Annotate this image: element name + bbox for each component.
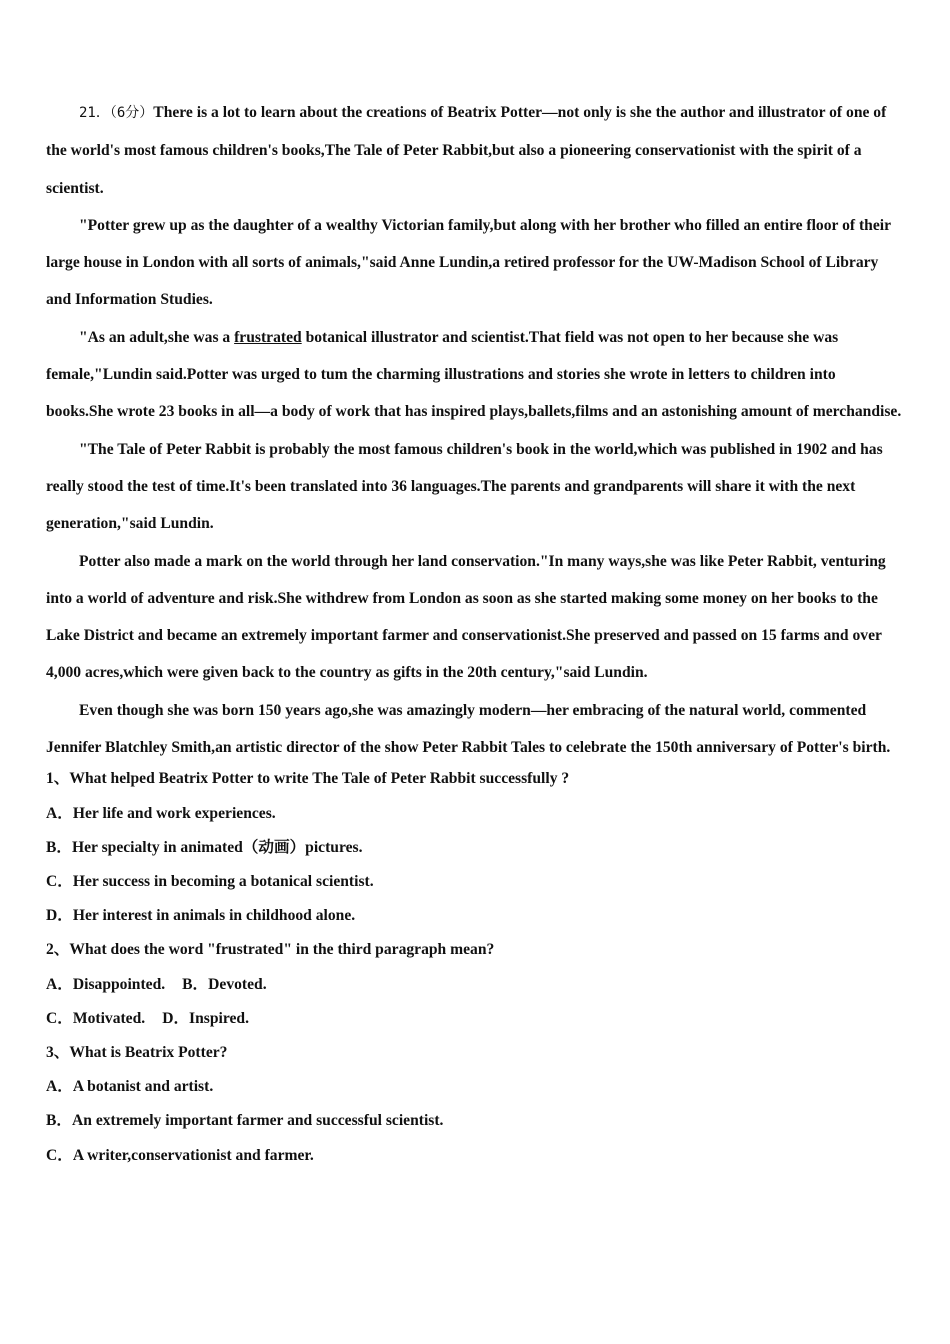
passage-paragraph-1 bbox=[46, 94, 904, 207]
paragraph-3-start: "As an adult,she was a bbox=[79, 328, 235, 346]
paragraph-1-text: There is a lot to learn about the creations of Beatrix Potter—not only is she the author and illustrator of one of the world's most famous children's books,The Tale of Peter Rabbit,but also a pioneering conservationist with the spirit of a scientist. bbox=[46, 104, 887, 197]
question-2 bbox=[46, 933, 904, 1036]
question-3-option-a: A．A botanist and artist. bbox=[46, 1078, 214, 1096]
document-page bbox=[46, 94, 904, 1173]
passage-paragraph-4: "The Tale of Peter Rabbit is probably the most famous children's book in the world,which was published in 1902 and has really stood the test of time.It's been translated into 36 languages.The parents and grandparents will share it with the next generation,"said Lundin. bbox=[46, 440, 883, 533]
question-3 bbox=[46, 1036, 904, 1173]
question-2-option-a: A．Disappointed. bbox=[46, 975, 166, 993]
question-1-stem: 1、What helped Beatrix Potter to write The Tale of Peter Rabbit successfully ? bbox=[46, 770, 570, 788]
passage-paragraph-3 bbox=[46, 319, 904, 431]
passage-paragraph-6: Even though she was born 150 years ago,she was amazingly modern—her embracing of the natural world, commented Jennifer Blatchley Smith,an artistic director of the show Peter Rabbit Tales to celebrate the 150th anniversary of Potter's birth. bbox=[46, 701, 891, 757]
question-1-option-c: C．Her success in becoming a botanical scientist. bbox=[46, 872, 374, 890]
question-1-option-d: D．Her interest in animals in childhood alone. bbox=[46, 907, 356, 925]
passage-paragraph-2: "Potter grew up as the daughter of a wealthy Victorian family,but along with her brother who filled an entire floor of their large house in London with all sorts of animals,"said Anne Lundin,a retired professor for the UW-Madison School of Library and Information Studies. bbox=[46, 216, 891, 309]
question-3-option-c: C．A writer,conservationist and farmer. bbox=[46, 1146, 314, 1164]
question-number: 21．（6分） bbox=[79, 105, 154, 121]
question-1-option-a: A．Her life and work experiences. bbox=[46, 804, 276, 822]
question-2-stem: 2、What does the word "frustrated" in the third paragraph mean? bbox=[46, 941, 495, 959]
question-3-option-b: B．An extremely important farmer and successful scientist. bbox=[46, 1112, 444, 1130]
underlined-word: frustrated bbox=[234, 328, 302, 346]
question-2-option-b: B．Devoted. bbox=[182, 975, 267, 993]
question-3-stem: 3、What is Beatrix Potter? bbox=[46, 1043, 228, 1061]
question-2-option-d: D．Inspired. bbox=[162, 1009, 249, 1027]
question-2-options-ab bbox=[46, 968, 904, 1002]
question-1 bbox=[46, 762, 904, 933]
passage-paragraph-5: Potter also made a mark on the world through her land conservation."In many ways,she was like Peter Rabbit, venturing into a world of adventure and risk.She withdrew from London as soon as she started making some money on her books to the Lake District and became an extremely important farmer and conservationist.She preserved and passed on 15 farms and over 4,000 acres,which were given back to the country as gifts in the 20th century,"said Lundin. bbox=[46, 552, 886, 682]
question-2-options-cd bbox=[46, 1002, 904, 1036]
question-1-option-b: B．Her specialty in animated（动画）pictures. bbox=[46, 838, 363, 856]
question-2-option-c: C．Motivated. bbox=[46, 1009, 146, 1027]
paragraph-3-end: botanical illustrator and scientist.That field was not open to her because she was female,"Lundin said.Potter was urged to tum the charming illustrations and stories she wrote in letters to children into books.She wrote 23 books in all—a body of work that has inspired plays,ballets,films and an astonishing amount of merchandise. bbox=[46, 328, 902, 421]
